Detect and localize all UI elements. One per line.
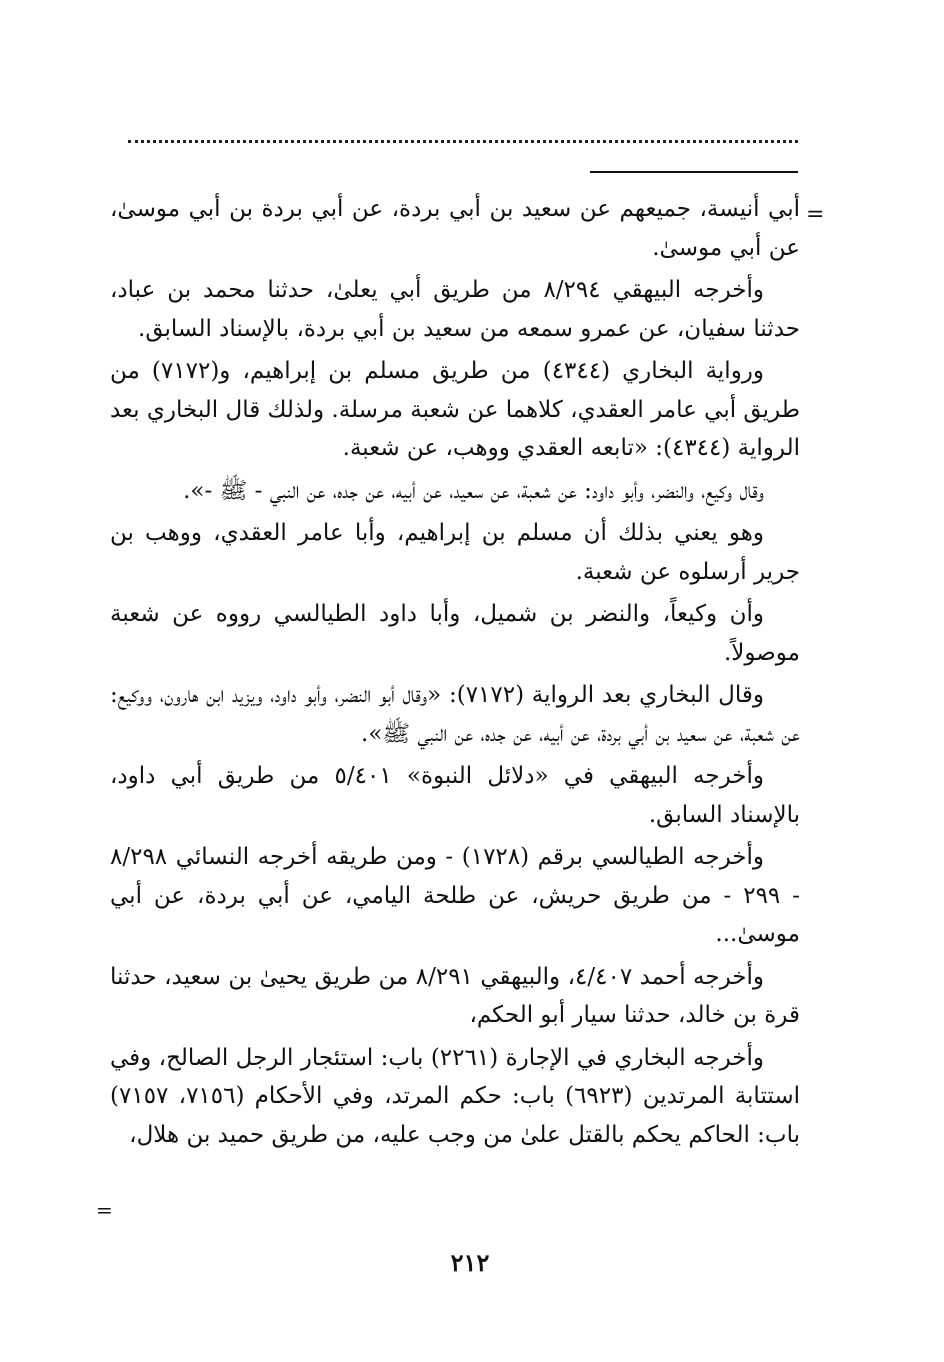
dotted-separator — [128, 140, 798, 143]
paragraph: وأخرجه البخاري في الإجارة (٢٢٦١) باب: استئجار الرجل الصالح، وفي استتابة المرتدين (٦٩٢٣) باب: حكم المرتد، وفي الأحكام (٧١٥٦، ٧١٥٧) باب: الحاكم يحكم بالقتل علىٰ من وجب عليه، من طريق حميد بن هلال، — [110, 1044, 800, 1148]
continuation-mark-bottom: = — [96, 1198, 113, 1222]
paragraph: أبي أنيسة، جميعهم عن سعيد بن أبي بردة، عن أبي بردة بن أبي موسىٰ، عن أبي موسىٰ. — [110, 196, 800, 261]
paragraph: وقال البخاري بعد الرواية (٧١٧٢): «وقال أبو النضر، وأبو داود، ويزيد ابن هارون، ووكيع: عن شعبة، عن سعيد بن أبي بردة، عن أبيه، عن جده، عن النبي ﷺ». — [110, 682, 800, 747]
paragraph: وأن وكيعاً، والنضر بن شميل، وأبا داود الطيالسي رووه عن شعبة موصولاً. — [110, 601, 800, 666]
paragraph: وقال وكيع، والنضر، وأبو داود: عن شعبة، عن سعيد، عن أبيه، عن جده، عن النبي - ﷺ -». — [183, 477, 764, 504]
paragraph: وأخرجه الطيالسي برقم (١٧٢٨) - ومن طريقه أخرجه النسائي ٨/٢٩٨ - ٢٩٩ - من طريق حريش، عن طلحة اليامي، عن أبي بردة، عن أبي موسىٰ... — [110, 844, 800, 947]
paragraph: وأخرجه البيهقي في «دلائل النبوة» ٥/٤٠١ من طريق أبي داود، بالإسناد السابق. — [110, 763, 800, 828]
paragraph: وأخرجه أحمد ٤/٤٠٧، والبيهقي ٨/٢٩١ من طريق يحيىٰ بن سعيد، حدثنا قرة بن خالد، حدثنا سيار أبو الحكم، — [110, 963, 800, 1028]
page-number: ٢١٢ — [450, 1248, 490, 1277]
continuation-mark: = — [806, 202, 825, 227]
paragraph: ورواية البخاري (٤٣٤٤) من طريق مسلم بن إبراهيم، و(٧١٧٢) من طريق أبي عامر العقدي، كلاهما عن شعبة مرسلة. ولذلك قال البخاري بعد الرواية (٤٣٤٤): «تابعه العقدي ووهب، عن شعبة. — [109, 358, 800, 461]
footnote-rule — [590, 171, 798, 173]
paragraph: وهو يعني بذلك أن مسلم بن إبراهيم، وأبا عامر العقدي، ووهب بن جرير أرسلوه عن شعبة. — [110, 520, 800, 585]
paragraph: وأخرجه البيهقي ٨/٢٩٤ من طريق أبي يعلىٰ، حدثنا محمد بن عباد، حدثنا سفيان، عن عمرو سمعه من سعيد بن أبي بردة، بالإسناد السابق. — [110, 277, 800, 342]
footnote-text — [110, 190, 800, 1158]
